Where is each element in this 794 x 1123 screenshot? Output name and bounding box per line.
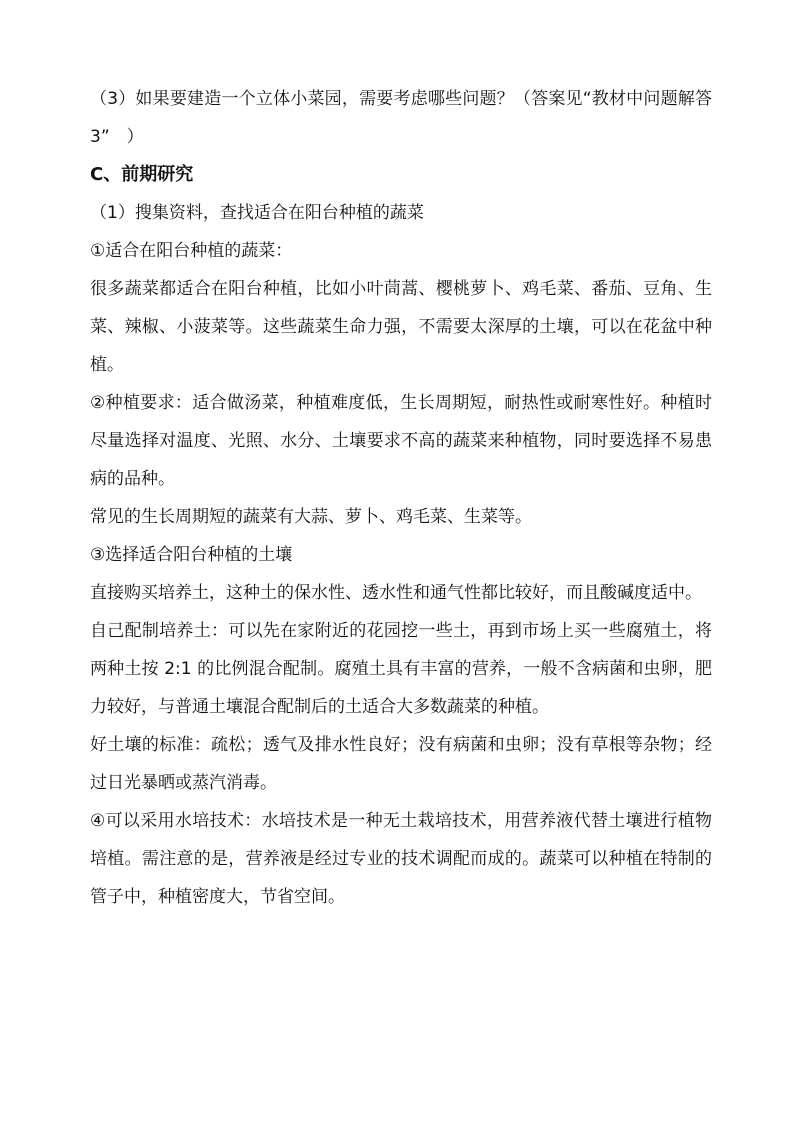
common-short-cycle-vegetables: 常见的生长周期短的蔬菜有大蒜、萝卜、鸡毛菜、生菜等。	[90, 507, 532, 527]
question-3: （3）如果要建造一个立体小菜园，需要考虑哪些问题？（答案见“教材中问题解答 3” ）	[90, 89, 712, 147]
sub-1-body: 很多蔬菜都适合在阳台种植，比如小叶茼蒿、樱桃萝卜、鸡毛菜、番茄、豆角、生菜、辣椒、小菠菜等。这些蔬菜生命力强，不需要太深厚的土壤，可以在花盆中种植。	[90, 279, 712, 375]
sub-3-title: ③选择适合阳台种植的土壤	[90, 545, 293, 565]
sub-1-title: ①适合在阳台种植的蔬菜：	[90, 241, 293, 261]
sub-2-planting-requirements: ②种植要求：适合做汤菜，种植难度低，生长周期短，耐热性或耐寒性好。种植时尽量选择对温度、光照、水分、土壤要求不高的蔬菜来种植物，同时要选择不易患病的品种。	[90, 393, 712, 489]
sub-4-hydroponics: ④可以采用水培技术：水培技术是一种无土栽培技术，用营养液代替土壤进行植物培植。需注意的是，营养液是经过专业的技术调配而成的。蔬菜可以种植在特制的管子中，种植密度大，节省空间。	[90, 811, 712, 907]
item-1-collect-info: （1）搜集资料，查找适合在阳台种植的蔬菜	[90, 203, 424, 223]
good-soil-standard: 好土壤的标准：疏松；透气及排水性良好；没有病菌和虫卵；没有草根等杂物；经过日光暴晒或蒸汽消毒。	[90, 735, 712, 793]
buy-culture-soil: 直接购买培养土，这种土的保水性、透水性和通气性都比较好，而且酸碱度适中。	[90, 583, 702, 603]
section-c-heading: C、前期研究	[90, 164, 194, 185]
self-mix-culture-soil: 自己配制培养土：可以先在家附近的花园挖一些土，再到市场上买一些腐殖土，将两种土按 2:1 的比例混合配制。腐殖土具有丰富的营养，一般不含病菌和虫卵，肥力较好，与普通土壤混合配制后的土适合大多数蔬菜的种植。	[90, 621, 712, 717]
document-body	[90, 80, 712, 916]
